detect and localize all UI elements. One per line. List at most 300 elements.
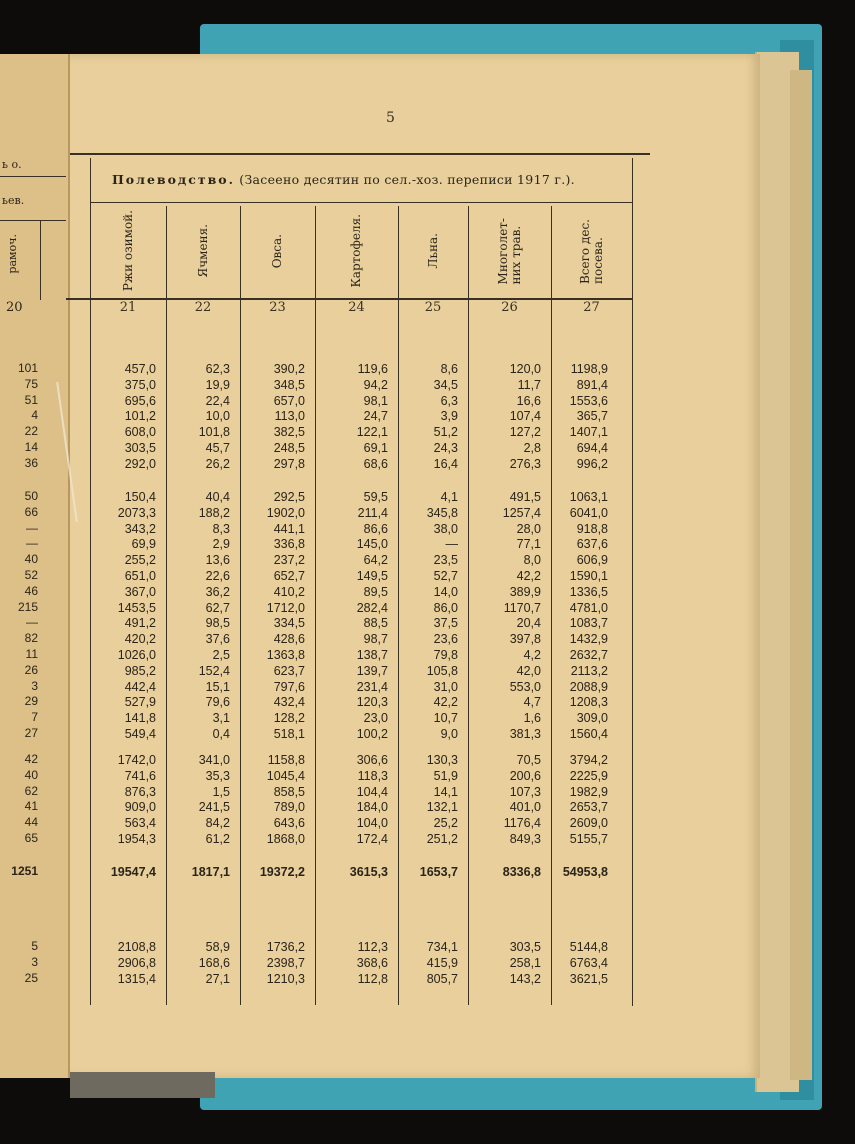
left-column-cell: 65 — [24, 831, 38, 845]
table-cell: 188,2 — [198, 505, 230, 520]
table-cell: 1045,4 — [266, 768, 305, 783]
table-cell: 45,7 — [205, 441, 230, 455]
table-cell: 98,5 — [205, 616, 230, 631]
column-header-label: Картофеля. — [349, 214, 363, 288]
table-cell: 491,5 — [509, 490, 541, 504]
table-cell: 368,6 — [356, 955, 388, 970]
table-cell: 68,6 — [363, 456, 388, 471]
column-header — [315, 206, 398, 296]
left-column-cell: 3 — [31, 954, 38, 969]
left-column-cell: 11 — [25, 647, 38, 661]
table-cell: 2073,3 — [117, 505, 156, 520]
page-number: 5 — [386, 110, 395, 126]
table-cell: 145,0 — [356, 537, 388, 552]
table-cell: 1208,3 — [569, 695, 608, 710]
table-cell: 336,8 — [273, 537, 305, 552]
table-title-lead: Полеводство. — [112, 172, 235, 187]
table-cell: 70,5 — [516, 753, 541, 767]
column-number: 25 — [424, 300, 442, 315]
table-cell: 25,2 — [433, 816, 458, 831]
column-header-label: Всего дес. посева. — [577, 218, 605, 284]
table-cell: 643,6 — [273, 816, 305, 831]
table-cell: 415,9 — [426, 955, 458, 970]
table-cell: 118,3 — [357, 768, 388, 783]
table-cell: 637,6 — [576, 537, 608, 552]
left-column-cell: 36 — [24, 455, 38, 470]
table-cell: 19547,4 — [110, 865, 156, 879]
table-cell: 797,6 — [273, 679, 305, 694]
table-cell: 3,1 — [212, 711, 230, 726]
table-cell: 107,4 — [509, 409, 541, 424]
table-cell: 88,5 — [363, 616, 388, 631]
table-cell: 1026,0 — [117, 648, 156, 662]
table-cell: 741,6 — [124, 768, 156, 783]
table-cell: 127,2 — [509, 425, 541, 440]
table-cell: 42,0 — [516, 663, 541, 678]
left-rule-b — [0, 220, 66, 221]
left-column-cell: 40 — [24, 767, 38, 782]
left-header-2: ьев. — [2, 194, 25, 207]
table-cell: 432,4 — [273, 695, 305, 710]
table-cell: 86,0 — [433, 600, 458, 615]
table-cell: 1,6 — [523, 711, 541, 726]
table-cell: 5155,7 — [569, 832, 608, 846]
left-column-cell: 52 — [24, 568, 38, 582]
table-cell: 77,1 — [516, 537, 541, 552]
column-header-label: Многолет- них трав. — [495, 217, 523, 285]
table-cell: 16,4 — [433, 456, 458, 471]
table-cell: 276,3 — [509, 456, 541, 471]
table-cell: 1210,3 — [266, 971, 305, 986]
table-cell: 3615,3 — [349, 865, 388, 879]
table-cell: 122,1 — [356, 425, 388, 440]
table-cell: 442,4 — [124, 679, 156, 694]
table-cell: 1257,4 — [502, 505, 541, 520]
table-cell: 138,7 — [356, 648, 388, 662]
table-cell: 2906,8 — [117, 955, 156, 970]
table-cell: 13,6 — [205, 553, 230, 568]
table-cell: 734,1 — [426, 940, 458, 954]
table-cell: 2,5 — [212, 648, 230, 662]
left-column-cell: 50 — [24, 489, 38, 503]
table-cell: 1868,0 — [266, 832, 305, 846]
table-cell: 2609,0 — [569, 816, 608, 831]
table-cell: 2,9 — [212, 537, 230, 552]
table-cell: 2398,7 — [266, 955, 305, 970]
table-cell: 303,5 — [124, 441, 156, 455]
table-cell: 695,6 — [124, 393, 156, 408]
table-cell: 19,9 — [205, 377, 230, 392]
table-cell: 69,9 — [131, 537, 156, 552]
table-cell: 132,1 — [426, 800, 458, 815]
table-cell: 6763,4 — [569, 955, 608, 970]
left-column-cell: 26 — [24, 662, 38, 677]
table-cell: 2653,7 — [569, 800, 608, 815]
table-cell: 241,5 — [198, 800, 230, 815]
table-cell: 985,2 — [124, 663, 156, 678]
table-cell: — — [445, 537, 458, 552]
table-cell: 858,5 — [273, 784, 305, 799]
table-cell: 168,6 — [198, 955, 230, 970]
table-cell: 27,1 — [205, 971, 230, 986]
table-cell: 35,3 — [205, 768, 230, 783]
column-header-label: Ячменя. — [195, 224, 210, 278]
page-stack-edge-inner — [790, 70, 812, 1080]
left-column-cell: 7 — [31, 710, 38, 725]
column-number: 21 — [119, 300, 137, 315]
table-cell: 909,0 — [124, 800, 156, 815]
table-cell: 8,6 — [440, 362, 458, 376]
table-cell: 4,7 — [523, 695, 541, 710]
left-column-cell: 62 — [24, 783, 38, 798]
left-column-cell: — — [26, 536, 38, 551]
column-number: 26 — [501, 300, 518, 315]
table-cell: 258,1 — [509, 955, 541, 970]
table-cell: 549,4 — [124, 727, 156, 741]
table-cell: 104,0 — [356, 816, 388, 831]
table-cell: 172,4 — [356, 832, 388, 846]
table-cell: 9,0 — [440, 727, 458, 741]
binding-strip — [70, 1072, 215, 1098]
table-cell: 2113,2 — [570, 663, 608, 678]
table-cell: 441,1 — [273, 521, 305, 536]
left-column-cell: 44 — [24, 815, 38, 830]
column-header-label: Овса. — [270, 233, 284, 269]
table-cell: 1736,2 — [266, 940, 305, 954]
table-cell: 1590,1 — [569, 569, 608, 583]
table-cell: 382,5 — [273, 425, 305, 440]
table-cell: 14,1 — [433, 784, 458, 799]
table-cell: 37,5 — [433, 616, 458, 631]
table-cell: 1176,4 — [503, 816, 541, 831]
table-cell: 58,9 — [205, 940, 230, 954]
table-cell: 40,4 — [205, 490, 230, 504]
table-cell: 876,3 — [124, 784, 156, 799]
column-header-label: Ржи озимой. — [120, 210, 135, 292]
table-cell: 20,4 — [516, 616, 541, 631]
table-cell: 23,5 — [433, 553, 458, 568]
table-cell: 51,2 — [433, 425, 458, 440]
table-cell: 52,7 — [433, 569, 458, 583]
table-cell: 8,3 — [212, 521, 230, 536]
table-cell: 292,0 — [124, 456, 156, 471]
table-cell: 375,0 — [124, 377, 156, 392]
table-cell: 401,0 — [509, 800, 541, 815]
table-cell: 553,0 — [509, 679, 541, 694]
table-cell: 563,4 — [124, 816, 156, 831]
table-cell: 1712,0 — [266, 600, 305, 615]
table-cell: 651,0 — [124, 569, 156, 583]
column-header — [90, 206, 166, 296]
left-column-cell: 41 — [24, 799, 38, 814]
table-cell: 248,5 — [273, 441, 305, 455]
title-bottom-rule — [90, 202, 632, 203]
table-cell: 1063,1 — [569, 490, 608, 504]
table-cell: 255,2 — [124, 553, 156, 568]
table-cell: 491,2 — [124, 616, 156, 631]
left-column-cell: 22 — [24, 424, 38, 439]
column-number: 24 — [348, 300, 365, 315]
table-cell: 23,0 — [363, 711, 388, 726]
table-cell: 101,2 — [124, 409, 156, 424]
left-column-cell: 215 — [17, 599, 38, 614]
table-cell: 608,0 — [124, 425, 156, 440]
table-cell: 89,5 — [363, 584, 388, 599]
table-cell: 397,8 — [509, 632, 541, 647]
table-cell: 31,0 — [433, 679, 458, 694]
column-number: 27 — [583, 300, 600, 315]
table-cell: 4,1 — [440, 490, 458, 504]
table-cell: 2088,9 — [569, 679, 608, 694]
table-cell: 22,4 — [205, 393, 230, 408]
table-cell: 3,9 — [440, 409, 458, 424]
table-cell: 1,5 — [212, 784, 230, 799]
table-cell: 1083,7 — [569, 616, 608, 631]
column-header — [468, 206, 551, 296]
table-top-rule — [70, 153, 650, 155]
left-column-number: 20 — [6, 300, 23, 315]
table-cell: 292,5 — [273, 490, 305, 504]
table-cell: 112,8 — [357, 971, 388, 986]
left-column-cell: 82 — [24, 631, 38, 646]
table-cell: 1982,9 — [569, 784, 608, 799]
left-column-cell: 3 — [31, 678, 38, 693]
table-cell: 1336,5 — [569, 584, 608, 599]
left-header-1: ь о. — [2, 158, 22, 171]
table-cell: 152,4 — [198, 663, 230, 678]
table-cell: 8,0 — [523, 553, 541, 568]
table-cell: 306,6 — [356, 753, 388, 767]
table-cell: 5144,8 — [569, 940, 608, 954]
table-cell: 6,3 — [440, 393, 458, 408]
table-cell: 2,8 — [523, 441, 541, 455]
table-cell: 420,2 — [124, 632, 156, 647]
table-cell: 237,2 — [273, 553, 305, 568]
table-cell: 341,0 — [198, 753, 230, 767]
table-cell: 1315,4 — [117, 971, 156, 986]
table-cell: 1553,6 — [569, 393, 608, 408]
table-cell: 2225,9 — [569, 768, 608, 783]
table-cell: 652,7 — [273, 569, 305, 583]
table-cell: 14,0 — [433, 584, 458, 599]
table-cell: 10,7 — [433, 711, 458, 726]
table-cell: 303,5 — [509, 940, 541, 954]
table-cell: 38,0 — [433, 521, 458, 536]
left-column-cell: 40 — [24, 552, 38, 567]
table-cell: 996,2 — [576, 456, 608, 471]
table-cell: 1560,4 — [569, 727, 608, 741]
table-cell: 309,0 — [576, 711, 608, 726]
table-cell: 16,6 — [516, 393, 541, 408]
table-cell: 428,6 — [273, 632, 305, 647]
table-cell: 69,1 — [363, 441, 388, 455]
table-cell: 130,3 — [426, 753, 458, 767]
table-cell: 112,3 — [357, 940, 388, 954]
table-cell: 390,2 — [273, 362, 305, 376]
table-cell: 1817,1 — [191, 865, 230, 879]
column-header — [398, 206, 468, 296]
table-cell: 42,2 — [433, 695, 458, 710]
table-cell: 8336,8 — [502, 865, 541, 879]
table-cell: 1198,9 — [570, 362, 608, 376]
table-cell: 527,9 — [124, 695, 156, 710]
table-cell: 1432,9 — [569, 632, 608, 647]
table-cell: 457,0 — [124, 362, 156, 376]
table-cell: 231,4 — [356, 679, 388, 694]
left-column-cell: 51 — [24, 392, 38, 407]
table-cell: 19372,2 — [259, 865, 305, 879]
left-column-cell: 14 — [24, 440, 38, 454]
table-cell: 143,2 — [509, 971, 541, 986]
table-cell: 22,6 — [205, 569, 230, 583]
table-cell: 3794,2 — [569, 753, 608, 767]
table-cell: 64,2 — [363, 553, 388, 568]
table-cell: 24,7 — [363, 409, 388, 424]
left-column-cell: 25 — [24, 970, 38, 985]
left-rule-a — [0, 176, 66, 177]
table-cell: 334,5 — [273, 616, 305, 631]
table-cell: 10,0 — [205, 409, 230, 424]
left-column-cell: 75 — [24, 376, 38, 391]
left-column-cell: 42 — [24, 752, 38, 766]
column-number: 23 — [269, 300, 286, 315]
table-cell: 891,4 — [576, 377, 608, 392]
left-column-cell: 5 — [31, 939, 38, 953]
table-cell: 1363,8 — [266, 648, 305, 662]
left-column-cell: 4 — [31, 408, 38, 423]
table-cell: 26,2 — [205, 456, 230, 471]
table-cell: 86,6 — [363, 521, 388, 536]
left-column-cell: — — [26, 520, 38, 535]
table-cell: 694,4 — [576, 441, 608, 455]
table-cell: 24,3 — [433, 441, 458, 455]
table-cell: 805,7 — [426, 971, 458, 986]
table-cell: 15,1 — [205, 679, 230, 694]
table-cell: 6041,0 — [569, 505, 608, 520]
table-cell: 297,8 — [273, 456, 305, 471]
left-column-rule — [40, 220, 41, 300]
table-cell: 42,2 — [516, 569, 541, 583]
table-cell: 120,0 — [509, 362, 541, 376]
table-cell: 28,0 — [516, 521, 541, 536]
table-cell: 1158,8 — [267, 753, 305, 767]
column-rule — [632, 158, 633, 1005]
table-cell: 104,4 — [356, 784, 388, 799]
table-cell: 211,4 — [357, 505, 388, 520]
table-cell: 150,4 — [124, 490, 156, 504]
table-cell: 606,9 — [576, 553, 608, 568]
column-header-label: Льна. — [425, 233, 440, 269]
table-cell: 4,2 — [523, 648, 541, 662]
table-cell: 381,3 — [509, 727, 541, 741]
left-column-cell: 27 — [24, 726, 38, 740]
table-cell: 1742,0 — [117, 753, 156, 767]
left-column-cell: 101 — [17, 361, 38, 375]
left-column-cell: — — [26, 615, 38, 630]
column-header — [166, 206, 240, 296]
table-cell: 51,9 — [433, 768, 458, 783]
left-column-cell: 29 — [24, 694, 38, 709]
table-cell: 84,2 — [205, 816, 230, 831]
table-cell: 94,2 — [363, 377, 388, 392]
column-header — [551, 206, 632, 296]
table-cell: 251,2 — [426, 832, 458, 846]
table-cell: 348,5 — [273, 377, 305, 392]
table-cell: 141,8 — [124, 711, 156, 726]
table-cell: 1170,7 — [503, 600, 541, 615]
table-cell: 367,0 — [124, 584, 156, 599]
table-cell: 149,5 — [356, 569, 388, 583]
table-cell: 1653,7 — [419, 865, 458, 879]
table-cell: 98,7 — [363, 632, 388, 647]
table-cell: 36,2 — [205, 584, 230, 599]
table-title — [112, 172, 575, 187]
table-cell: 2108,8 — [117, 940, 156, 954]
left-header-3: рамоч. — [6, 234, 19, 274]
table-cell: 1407,1 — [569, 425, 608, 440]
table-cell: 61,2 — [205, 832, 230, 846]
table-cell: 98,1 — [363, 393, 388, 408]
table-cell: 918,8 — [576, 521, 608, 536]
table-cell: 113,0 — [274, 409, 305, 424]
table-cell: 518,1 — [273, 727, 305, 741]
table-cell: 128,2 — [273, 711, 305, 726]
left-column-cell: 46 — [24, 583, 38, 598]
table-cell: 79,8 — [433, 648, 458, 662]
table-cell: 0,4 — [212, 727, 230, 741]
table-cell: 62,3 — [205, 362, 230, 376]
table-cell: 62,7 — [205, 600, 230, 615]
table-cell: 410,2 — [273, 584, 305, 599]
table-cell: 54953,8 — [562, 865, 608, 879]
table-cell: 79,6 — [205, 695, 230, 710]
table-title-rest: (Засеено десятин по сел.-хоз. переписи 1917 г.). — [239, 172, 575, 187]
table-cell: 365,7 — [576, 409, 608, 424]
left-column-cell: 66 — [24, 504, 38, 519]
table-cell: 37,6 — [205, 632, 230, 647]
column-header — [240, 206, 315, 296]
table-cell: 657,0 — [273, 393, 305, 408]
table-cell: 100,2 — [356, 727, 388, 741]
table-cell: 1453,5 — [117, 600, 156, 615]
column-number: 22 — [194, 300, 212, 315]
table-cell: 200,6 — [509, 768, 541, 783]
table-cell: 184,0 — [356, 800, 388, 815]
table-cell: 105,8 — [426, 663, 458, 678]
table-cell: 789,0 — [273, 800, 305, 815]
table-cell: 345,8 — [426, 505, 458, 520]
table-cell: 623,7 — [273, 663, 305, 678]
table-cell: 343,2 — [124, 521, 156, 536]
table-cell: 849,3 — [509, 832, 541, 846]
table-cell: 119,6 — [357, 362, 388, 376]
table-cell: 11,7 — [517, 377, 541, 392]
table-cell: 3621,5 — [569, 971, 608, 986]
table-cell: 101,8 — [198, 425, 230, 440]
table-cell: 1902,0 — [266, 505, 305, 520]
table-cell: 120,3 — [356, 695, 388, 710]
table-cell: 2632,7 — [569, 648, 608, 662]
left-column-cell: 1251 — [11, 864, 38, 878]
table-cell: 59,5 — [363, 490, 388, 504]
table-cell: 282,4 — [356, 600, 388, 615]
table-cell: 34,5 — [433, 377, 458, 392]
table-cell: 389,9 — [509, 584, 541, 599]
table-cell: 139,7 — [356, 663, 388, 678]
table-cell: 107,3 — [509, 784, 541, 799]
table-cell: 1954,3 — [117, 832, 156, 846]
table-cell: 4781,0 — [569, 600, 608, 615]
